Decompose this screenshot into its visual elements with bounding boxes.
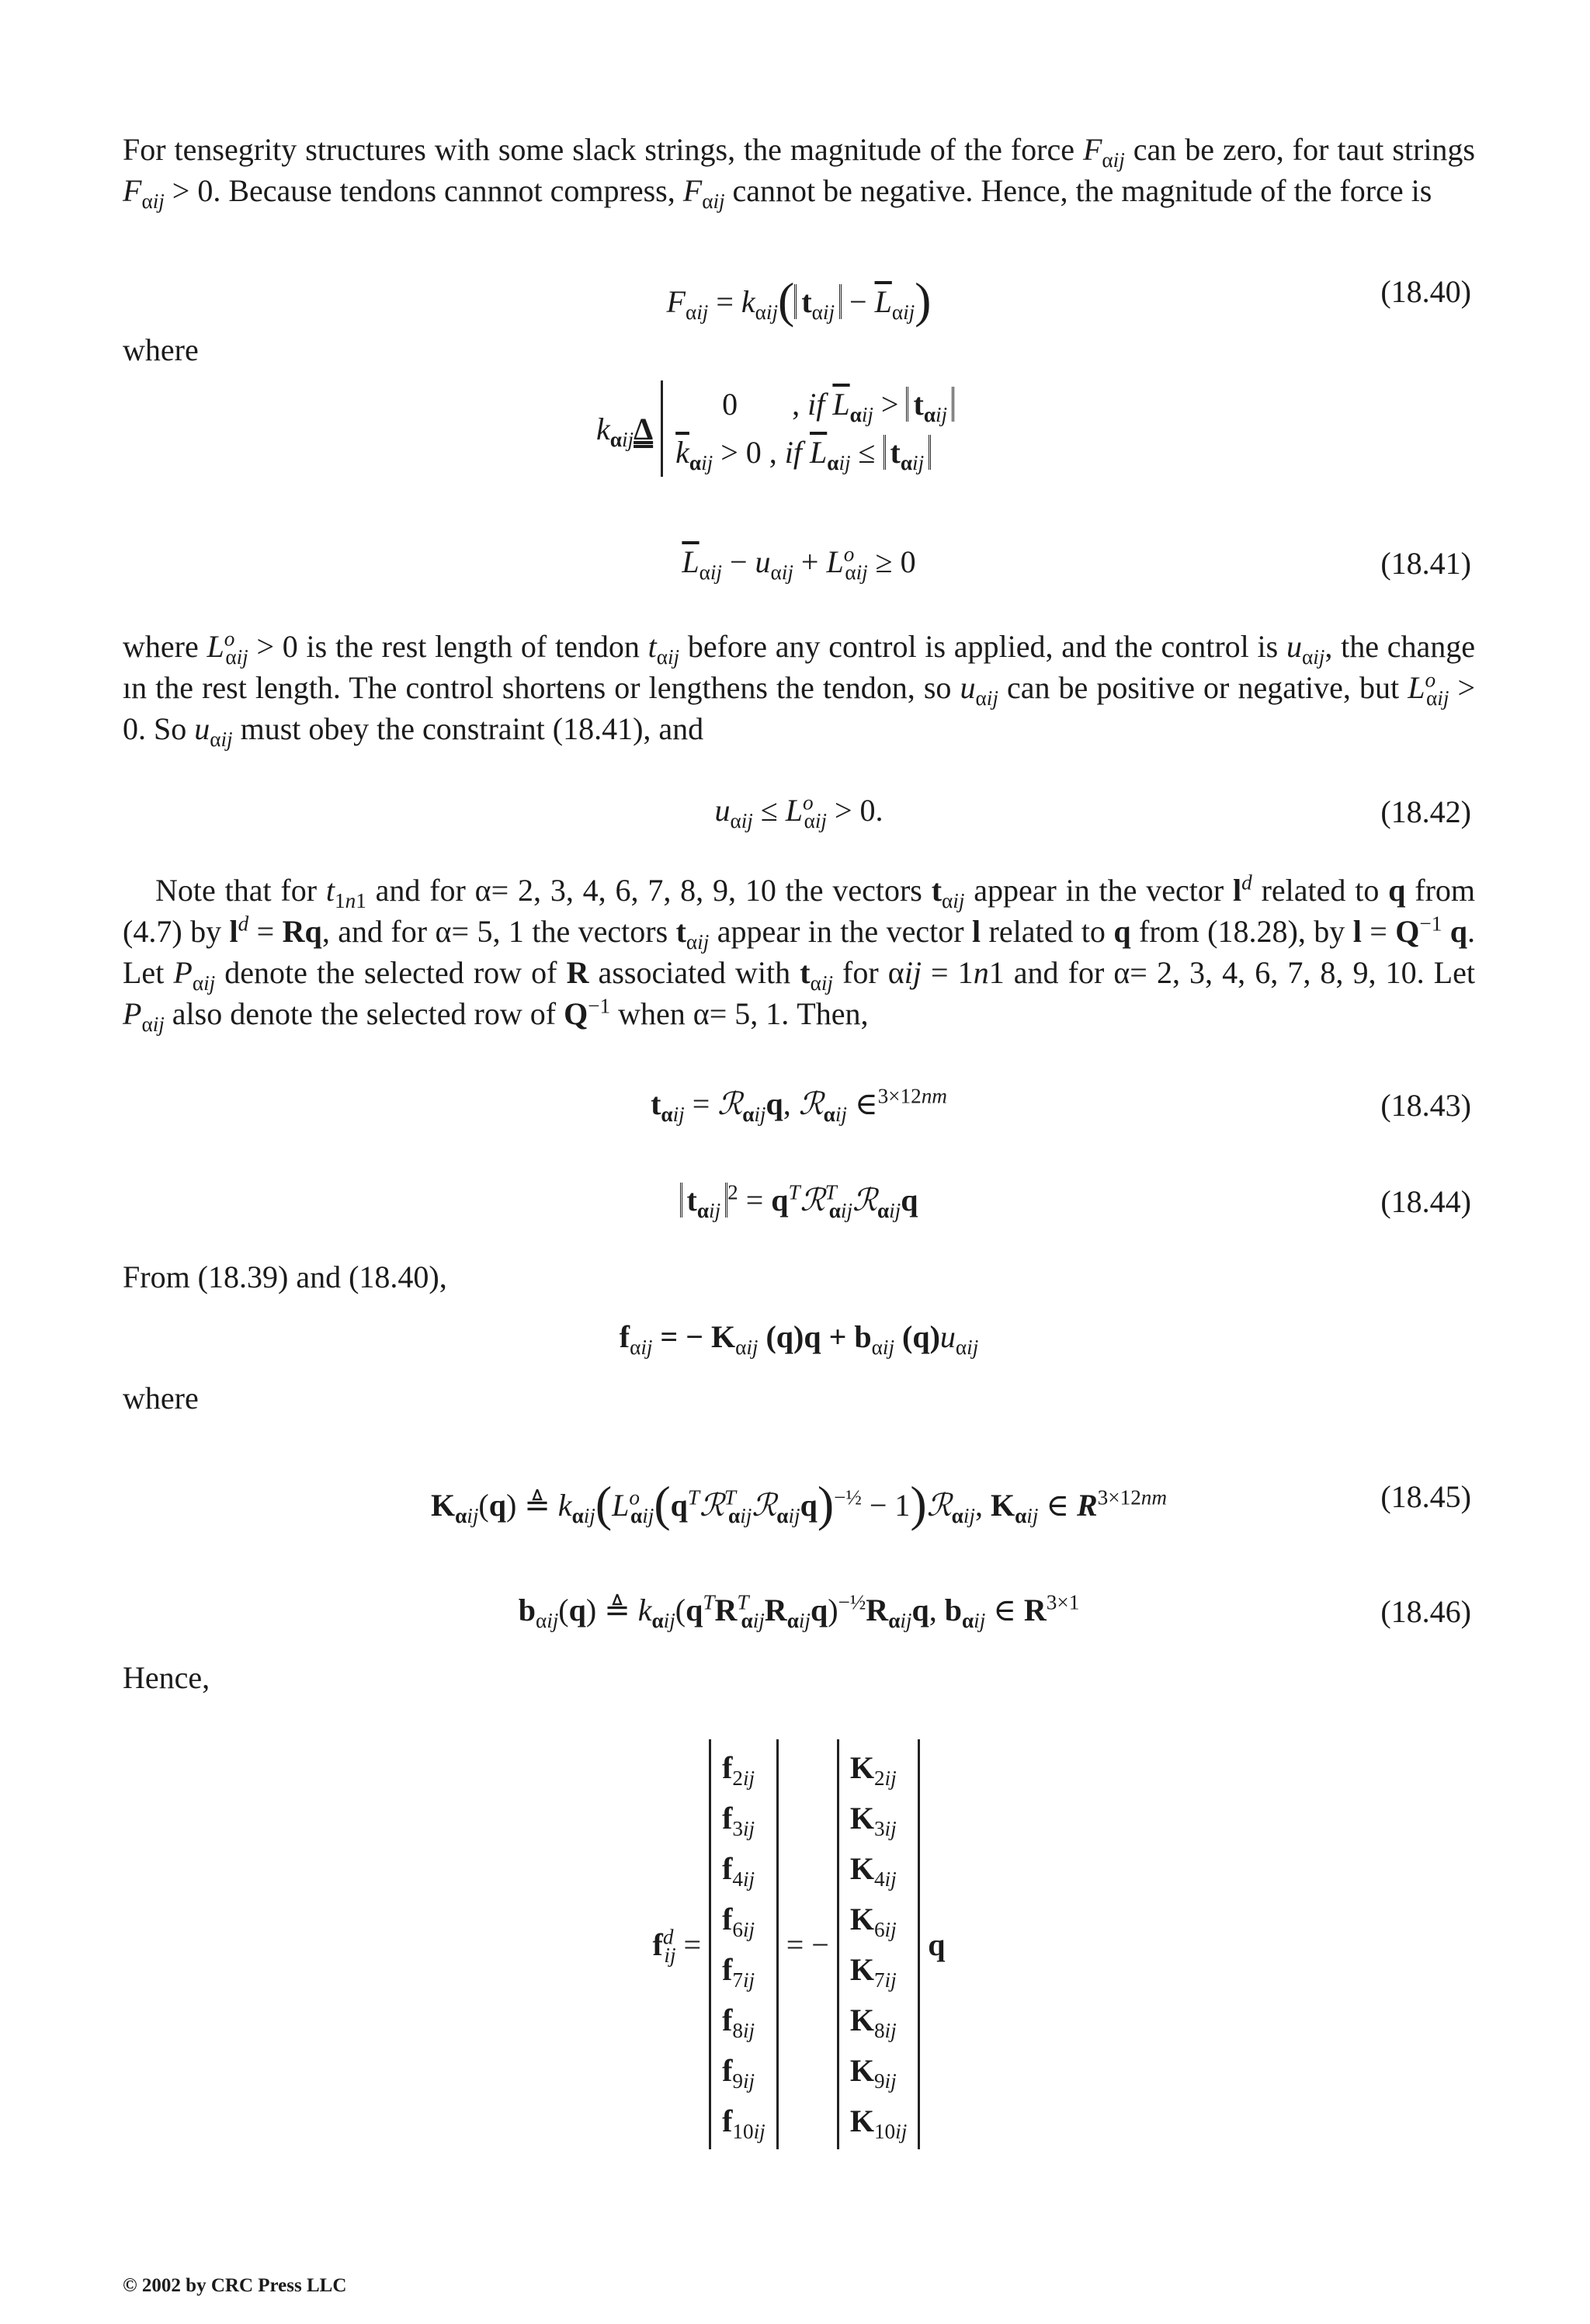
equation-18-41: $\overline{L}_{\alpha ij} - u_{\alpha ij} + L^o_{\alpha ij} \ge 0$ (682, 542, 916, 584)
equation-number: (18.40) (1380, 274, 1471, 309)
equation-force: $f_{\alpha ij}$ = − $K_{\alpha ij}$ $(q)q + b_{\alpha ij}$ $(q)u_{\alpha ij}$ (619, 1319, 979, 1359)
equation-18-43: $t_{\alpha ij}$ = ℛ$_{\alpha ij}$q, ℛ$_{\alpha ij}$ ∈$^{3\times 12nm}$ (651, 1084, 947, 1126)
equation-number: (18.44) (1380, 1184, 1471, 1219)
stiffness-matrix: $K_{2ij}$ $K_{3ij}$ $K_{4ij}$ $K_{6ij}$ $K_{7ij}$ $K_{8ij}$ $K_{9ij}$ $K_{10ij}$ (837, 1739, 920, 2149)
paragraph-rest-length: where $L^o_{\alpha ij} > 0$ is the rest length of tendon $t_{\alpha ij}$ before any control is applied, and the control is $u_{\alpha ij}$, the change ın the rest length. The control shortens or lengthens the tendon, so $u_{\alpha ij}$ can be positive or negative, but $L^o_{\alpha ij} > 0$. So $u_{\alpha ij}$ must obey the constraint (18.41), and (123, 627, 1476, 751)
where-label: where (123, 1381, 199, 1416)
equation-number: (18.41) (1380, 546, 1471, 581)
equation-number: (18.45) (1380, 1479, 1471, 1514)
equation-18-40: $F_{\alpha ij} = k_{\alpha ij}$( $t_{\alpha ij} - \overline{L}_{\alpha ij}$) (666, 273, 932, 328)
equation-number: (18.46) (1380, 1594, 1471, 1629)
equation-18-44: $t_{\alpha ij}^2$ = $q^Tℛ^T_{\alpha ij}ℛ_{\alpha ij}q$ (123, 1182, 1475, 1218)
equation-matrix: $f^d_{ij} = f_{2ij}$ $f_{3ij}$ $f_{4ij}$ $f_{6ij}$ $f_{7ij}$ $f_{8ij}$ $f_{9ij}$ $f_{10ij}$ = − $K_{2ij}$ $K_{3ij}$ $K_{4ij}$ $K_{6ij}$ $K_{7ij}$ $K_{8ij}$ $K_{9ij}$ $K_{10ij}$ q (123, 1739, 1475, 2149)
equation-18-45: $K_{\alpha ij}(q)$ ≜ $k_{\alpha ij}(L^o_{\alpha ij}(q^Tℛ^T_{\alpha ij}ℛ_{\alpha ij}q)^{-\frac{1}{2}}$ − 1)ℛ$_{\alpha ij}$, $K_{\alpha ij}$ ∈ $R^{3\times 12nm}$ (430, 1476, 1168, 1531)
equation-18-46: $b_{\alpha ij}(q)$ ≜ $k_{\alpha ij}(q^TR^T_{\alpha ij}R_{\alpha ij}q)^{-\frac{1}{2}}R_{\alpha ij}q$, $b_{\alpha ij}$ ∈ $R^{3\times 1}$ (518, 1590, 1080, 1632)
where-label: where (123, 332, 199, 367)
paragraph-note: Note that for $t_{1n1}$ and for α= 2, 3, 4, 6, 7, 8, 9, 10 the vectors $t_{\alpha ij}$ appear in the vector $l^d$ related to q from (4.7) by $l^d = Rq$, and for α= 5, 1 the vectors $t_{\alpha ij}$ appear in the vector l related to q from (18.28), by $l = Q^{-1}$ q. Let $P_{\alpha ij}$ denote the selected row of R associated with $t_{\alpha ij}$ for αij = 1n1 and for α= 2, 3, 4, 6, 7, 8, 9, 10. Let $P_{\alpha ij}$ also denote the selected row of $Q^{-1}$ when α= 5, 1. Then, (123, 870, 1476, 1036)
equation-k-definition: $k_{\alpha ij}\Delta$ 0 , if $\overline{L}_{\alpha ij} > t_{\alpha ij}$ $\overline{k}_{\alpha ij} > 0$ , if $\overline{L}_{\alpha ij} \le t_{\alpha ij}$ (123, 380, 1475, 477)
force-vector-matrix: $f_{2ij}$ $f_{3ij}$ $f_{4ij}$ $f_{6ij}$ $f_{7ij}$ $f_{8ij}$ $f_{9ij}$ $f_{10ij}$ (709, 1739, 779, 2149)
paragraph-slack-strings: For tensegrity structures with some slack strings, the magnitude of the force $F_{\alpha ij}$ can be zero, for taut strings $F_{\alpha ij} > 0$. Because tendons cannnot compress, $F_{\alpha ij}$ cannot be negative. Hence, the magnitude of the force is (123, 132, 1476, 213)
equation-number: (18.43) (1380, 1088, 1471, 1123)
equation-18-42: $u_{\alpha ij} \le L^o_{\alpha ij} > 0$. (714, 790, 884, 832)
copyright-notice: © 2002 by CRC Press LLC (123, 2275, 347, 2296)
equation-number: (18.42) (1380, 794, 1471, 829)
from-text: From (18.39) and (18.40), (123, 1259, 447, 1294)
hence-label: Hence, (123, 1660, 210, 1695)
